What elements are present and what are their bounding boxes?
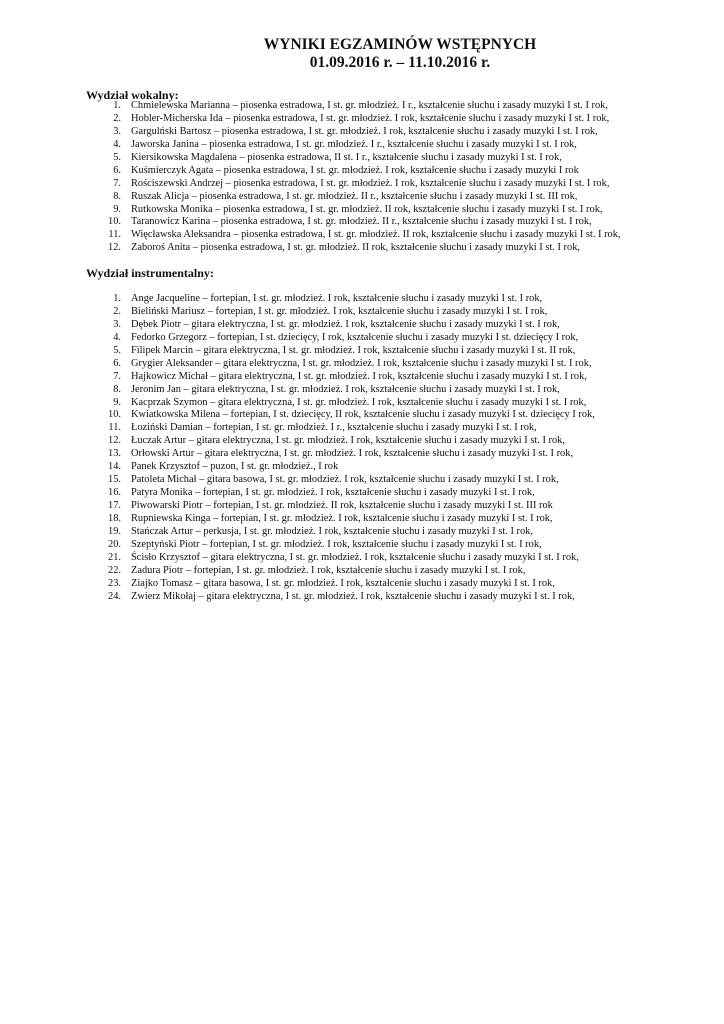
instrumental-section-heading: Wydział instrumentalny: [86,266,214,280]
list-item-text: Jeronim Jan – gitara elektryczna, I st. gr. młodzież. I rok, kształcenie słuchu i zasady muzyki I st. I rok, [131,383,560,395]
list-item-number: 14. [108,461,121,473]
list-item-text: Kacprzak Szymon – gitara elektryczna, I st. gr. młodzież. I rok, kształcenie słuchu i zasady muzyki I st. I rok, [131,396,587,408]
list-item-text: Taranowicz Karina – piosenka estradowa, I st. gr. młodzież. II r., kształcenie słuchu i zasady muzyki I st. I rok, [131,216,592,228]
list-item-number: 19. [108,525,121,537]
list-item-number: 1. [113,100,121,111]
list-item-text: Grygier Aleksander – gitara elektryczna, I st. gr. młodzież. I rok, kształcenie słuchu i zasady muzyki I st. I rok, [131,357,592,369]
list-item-number: 4. [113,138,121,150]
list-item-number: 5. [113,151,121,163]
list-item-text: Patyra Monika – fortepian, I st. gr. młodzież. I rok, kształcenie słuchu i zasady muzyki I st. I rok, [131,487,535,499]
list-item-text: Więcławska Aleksandra – piosenka estradowa, I st. gr. młodzież. II rok, kształcenie słuchu i zasady muzyki I st. I rok, [131,229,621,241]
list-item-number: 11. [108,229,121,241]
list-item-number: 24. [108,590,121,602]
list-item-number: 17. [108,500,121,511]
list-item-number: 12. [108,242,121,254]
list-item-number: 22. [108,564,121,576]
list-item-text: Szeptyński Piotr – fortepian, I st. gr. młodzież. I rok, kształcenie słuchu i zasady muzyki I st. I rok, [131,538,542,550]
list-item-text: Hobler-Micherska Ida – piosenka estradowa, I st. gr. młodzież. I rok, kształcenie słuchu i zasady muzyki I st. I rok, [131,112,610,124]
list-item-number: 16. [108,487,121,499]
list-item-number: 6. [113,357,121,369]
list-item-number: 8. [113,383,121,395]
list-item-text: Ange Jacqueline – fortepian, I st. gr. młodzież. I rok, kształcenie słuchu i zasady muzyki I st. I rok, [131,293,543,304]
list-item-text: Gargulński Bartosz – piosenka estradowa, I st. gr. młodzież. I rok, kształcenie słuchu i zasady muzyki I st. I rok, [131,125,598,137]
list-item-text: Dębek Piotr – gitara elektryczna, I st. gr. młodzież. I rok, kształcenie słuchu i zasady muzyki I st. I rok, [131,318,560,330]
list-item-number: 12. [108,435,121,447]
list-item-number: 5. [113,344,121,356]
list-item-text: Kuśmierczyk Agata – piosenka estradowa, I st. gr. młodzież. I rok, kształcenie słuchu i zasady muzyki I rok [131,164,579,176]
list-item-text: Panek Krzysztof – puzon, I st. gr. młodzież., I rok [131,461,339,473]
list-item-text: Bieliński Mariusz – fortepian, I st. gr. młodzież. I rok, kształcenie słuchu i zasady muzyki I st. I rok, [131,305,548,317]
list-item-number: 4. [113,331,121,343]
list-item-text: Stańczak Artur – perkusja, I st. gr. młodzież. I rok, kształcenie słuchu i zasady muzyki I st. I rok, [131,525,533,537]
list-item-number: 9. [113,203,121,215]
list-item-text: Orłowski Artur – gitara elektryczna, I st. gr. młodzież. I rok, kształcenie słuchu i zasady muzyki I st. I rok, [131,448,574,460]
list-item-number: 15. [108,474,121,486]
list-item-number: 2. [113,112,121,124]
list-item-text: Zaboroś Anita – piosenka estradowa, I st. gr. młodzież. II rok, kształcenie słuchu i zasady muzyki I st. I rok, [131,242,580,254]
list-item-number: 6. [113,164,121,176]
list-item-text: Rupniewska Kinga – fortepian, I st. gr. młodzież. I rok, kształcenie słuchu i zasady muzyki I st. I rok, [131,512,553,524]
list-item-number: 7. [113,177,121,189]
list-item-number: 11. [108,422,121,434]
document-date-range: 01.09.2016 r. – 11.10.2016 r. [309,54,491,71]
list-item-text: Kiersikowska Magdalena – piosenka estradowa, II st. I r., kształcenie słuchu i zasady muzyki I st. I rok, [131,151,562,163]
list-item-text: Filipek Marcin – gitara elektryczna, I st. gr. młodzież. I rok, kształcenie słuchu i zasady muzyki I st. II rok, [131,344,576,356]
list-item-text: Rutkowska Monika – piosenka estradowa, I st. gr. młodzież. II rok, kształcenie słuchu i zasady muzyki I st. I rok, [131,203,603,215]
list-item-text: Jaworska Janina – piosenka estradowa, I st. gr. młodzież. I r., kształcenie słuchu i zasady muzyki I st. I rok, [131,138,577,150]
list-item-text: Chmielewska Marianna – piosenka estradowa, I st. gr. młodzież. I r., kształcenie słuchu i zasady muzyki I st. I rok, [131,100,608,111]
list-item-text: Ruszak Alicja – piosenka estradowa, I st. gr. młodzież. II r., kształcenie słuchu i zasady muzyki I st. III rok, [131,190,578,202]
list-item-number: 10. [108,216,121,228]
list-item-text: Łoziński Damian – fortepian, I st. gr. młodzież. I r., kształcenie słuchu i zasady muzyki I st. I rok, [131,422,537,434]
list-item-text: Rościszewski Andrzej – piosenka estradowa, I st. gr. młodzież. I rok, kształcenie słuchu i zasady muzyki I st. I rok, [131,177,610,189]
list-item-number: 7. [113,370,121,382]
list-item-number: 3. [113,318,121,330]
list-item-text: Patoleta Michał – gitara basowa, I st. gr. młodzież. I rok, kształcenie słuchu i zasady muzyki I st. I rok, [131,474,559,486]
list-item-number: 2. [113,305,121,317]
list-item-number: 18. [108,512,121,524]
vocal-section-heading: Wydział wokalny: [86,88,179,102]
list-item-number: 9. [113,396,121,408]
list-item-number: 10. [108,409,121,421]
list-item-text: Zwierz Mikołaj – gitara elektryczna, I st. gr. młodzież. I rok, kształcenie słuchu i zasady muzyki I st. I rok, [131,590,575,602]
document-title: WYNIKI EGZAMINÓW WSTĘPNYCH [263,36,537,53]
list-item-number: 20. [108,538,121,550]
list-item-text: Ziajko Tomasz – gitara basowa, I st. gr. młodzież. I rok, kształcenie słuchu i zasady muzyki I st. I rok, [131,577,555,589]
list-item-number: 21. [108,551,121,563]
list-item-number: 8. [113,190,121,202]
list-item-text: Hajkowicz Michał – gitara elektryczna, I st. gr. młodzież. I rok, kształcenie słuchu i zasady muzyki I st. I rok, [131,370,587,382]
list-item-text: Zadura Piotr – fortepian, I st. gr. młodzież. I rok, kształcenie słuchu i zasady muzyki I st. I rok, [131,564,526,576]
list-item-text: Ścisło Krzysztof – gitara elektryczna, I st. gr. młodzież. I rok, kształcenie słuchu i zasady muzyki I st. I rok, [131,551,579,563]
list-item-number: 23. [108,577,121,589]
list-item-number: 13. [108,448,121,460]
list-item-text: Fedorko Grzegorz – fortepian, I st. dziecięcy, I rok, kształcenie słuchu i zasady muzyki I st. dziecięcy I rok, [131,331,579,343]
list-item-text: Piwowarski Piotr – fortepian, I st. gr. młodzież. II rok, kształcenie słuchu i zasady muzyki I st. III rok [131,500,553,511]
list-item-text: Łuczak Artur – gitara elektryczna, I st. gr. młodzież. I rok, kształcenie słuchu i zasady muzyki I st. I rok, [131,435,565,447]
list-item-number: 1. [113,293,121,304]
list-item-number: 3. [113,125,121,137]
list-item-text: Kwiatkowska Milena – fortepian, I st. dziecięcy, II rok, kształcenie słuchu i zasady muzyki I st. dziecięcy I rok, [131,409,595,421]
